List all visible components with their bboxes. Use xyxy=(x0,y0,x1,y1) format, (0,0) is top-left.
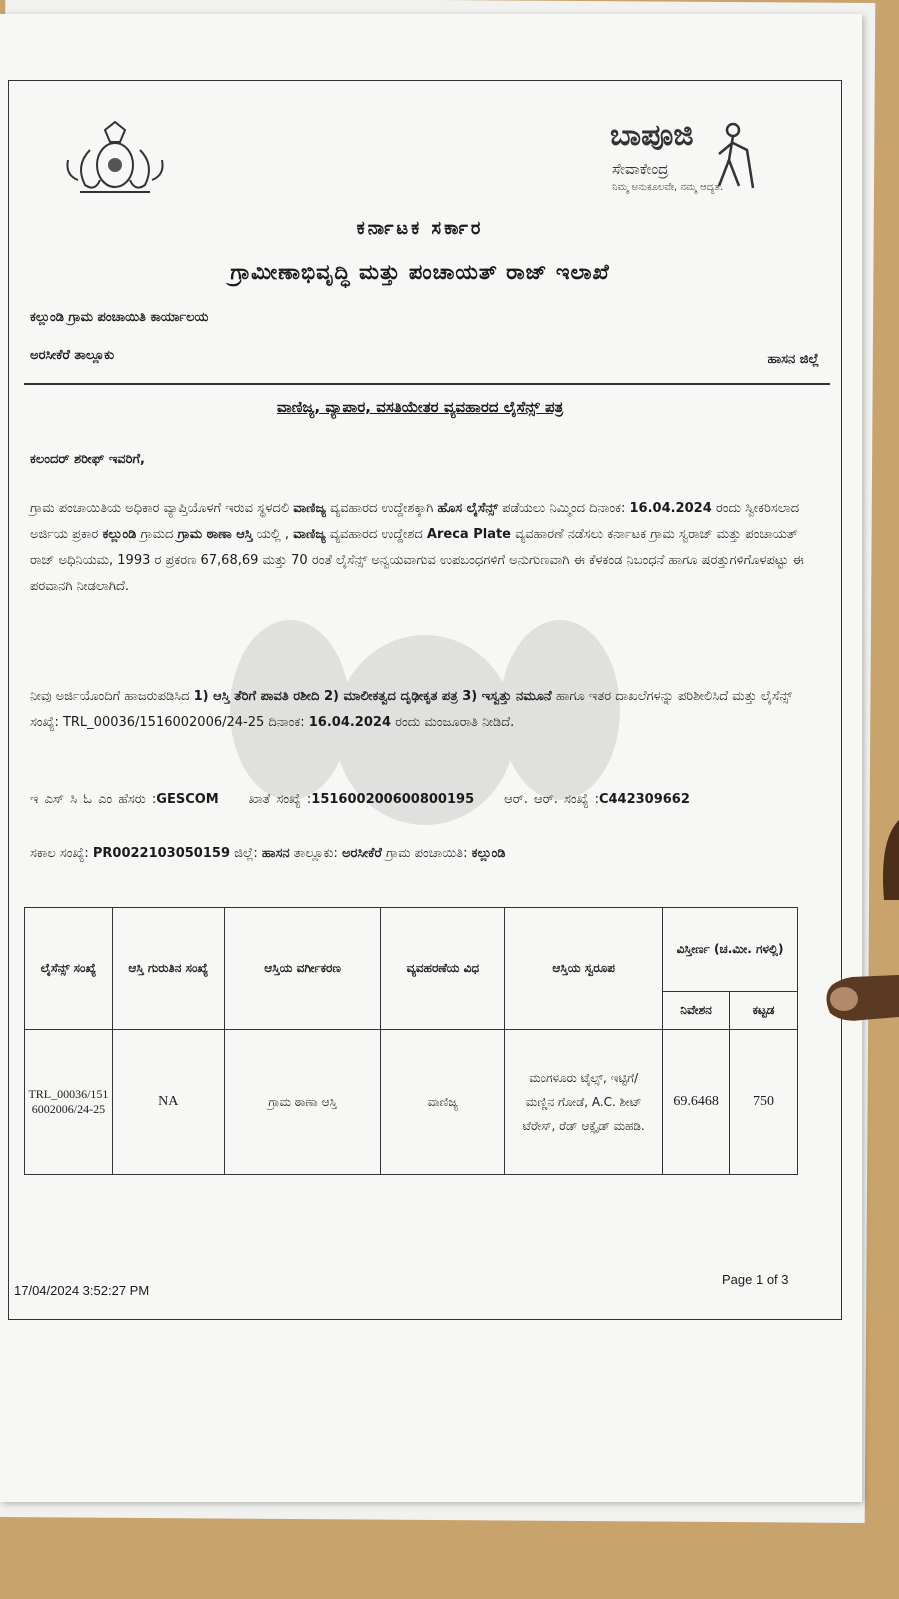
cell-property-class: ಗ್ರಾಮ ಠಾಣಾ ಆಸ್ತಿ xyxy=(224,1030,381,1175)
cell-building-area: 750 xyxy=(730,1030,798,1175)
header-license-no: ಲೈಸೆನ್ಸ್ ಸಂಖ್ಯೆ xyxy=(25,908,113,1030)
header-building: ಕಟ್ಟಡ xyxy=(730,992,798,1030)
government-title: ಕರ್ನಾಟಕ ಸರ್ಕಾರ xyxy=(356,218,484,239)
logo-tagline: ನಿಮ್ಮ ಅನುಕೂಲವೇ, ನಮ್ಮ ಆದ್ಯತೆ. xyxy=(612,182,724,193)
cell-property-id: NA xyxy=(112,1030,224,1175)
cell-property-nature: ಮಂಗಳೂರು ಟೈಲ್ಸ್, ಇಟ್ಟಿಗೆ/ ಮಣ್ಣಿನ ಗೋಡೆ, A.C. ಶೀಟ್ ಟೆರೇಸ್, ರೆಡ್ ಆಕ್ಸೈಡ್ ಮಹಡಿ. xyxy=(505,1030,663,1175)
department-title: ಗ್ರಾಮೀಣಾಭಿವೃದ್ಧಿ ಮತ್ತು ಪಂಚಾಯತ್ ರಾಜ್ ಇಲಾಖೆ xyxy=(230,260,610,284)
header-site: ನಿವೇಶನ xyxy=(663,992,730,1030)
certificate-title: ವಾಣಿಜ್ಯ, ವ್ಯಾಪಾರ, ವಸತಿಯೇತರ ವ್ಯವಹಾರದ ಲೈಸೆನ್ಸ್ ಪತ್ರ xyxy=(276,398,564,416)
page-number: Page 1 of 3 xyxy=(722,1272,789,1287)
finger-icon xyxy=(822,975,899,1055)
print-timestamp: 17/04/2024 3:52:27 PM xyxy=(14,1283,150,1298)
header-area: ವಿಸ್ತೀರ್ಣ (ಚ.ಮೀ. ಗಳಲ್ಲಿ) xyxy=(663,908,798,992)
paragraph-documents: ನೀವು ಅರ್ಜಿಯೊಂದಿಗೆ ಹಾಜರುಪಡಿಸಿದ 1) ಆಸ್ತಿ ತೆರಿಗೆ ಪಾವತಿ ರಶೀದಿ 2) ಮಾಲೀಕತ್ವದ ದೃಢೀಕೃತ ಪತ್ರ 3) ಇಸ್ವತ್ತು ನಮೂನೆ ಹಾಗೂ ಇತರ ದಾಖಲೆಗಳನ್ನು ಪರಿಶೀಲಿಸಿದೆ ಮತ್ತು ಲೈಸೆನ್ಸ್ ಸಂಖ್ಯೆ: TRL_00036/1516002006/24-25 ದಿನಾಂಕ: 16.04.2024 ರಂದು ಮಂಜೂರಾತಿ ನೀಡಿದೆ. xyxy=(30,689,793,730)
district-name: ಹಾಸನ ಜಿಲ್ಲೆ xyxy=(767,352,819,367)
office-name: ಕಲ್ಲುಂಡಿ ಗ್ರಾಮ ಪಂಚಾಯಿತಿ ಕಾರ್ಯಾಲಯ xyxy=(30,310,209,325)
header-divider xyxy=(24,383,830,385)
finger-edge-icon xyxy=(874,820,899,900)
cell-business-type: ವಾಣಿಜ್ಯ xyxy=(381,1030,505,1175)
gandhi-walking-icon xyxy=(705,120,760,190)
header-property-class: ಆಸ್ತಿಯ ವರ್ಗೀಕರಣ xyxy=(224,908,381,1030)
taluk-name: ಅರಸೀಕೆರೆ ತಾಲ್ಲೂಕು xyxy=(30,348,115,363)
table-row xyxy=(25,1030,798,1175)
cell-site-area: 69.6468 xyxy=(663,1030,730,1175)
logo-title: ಬಾಪೂಜಿ xyxy=(610,118,694,153)
license-table xyxy=(24,907,798,1175)
header-property-id: ಆಸ್ತಿ ಗುರುತಿನ ಸಂಖ್ಯೆ xyxy=(112,908,224,1030)
karnataka-emblem-icon xyxy=(60,120,170,200)
sakala-details: ಸಕಾಲ ಸಂಖ್ಯೆ: PR0022103050159 ಜಿಲ್ಲೆ: ಹಾಸನ ತಾಲ್ಲೂಕು: ಅರಸೀಕೆರೆ ಗ್ರಾಮ ಪಂಚಾಯಿತಿ: ಕಲ್ಲುಂಡಿ xyxy=(30,846,506,861)
electricity-details: ಇ ಎಸ್ ಸಿ ಓ ಎಂ ಹೆಸರು :GESCOM ಖಾತೆ ಸಂಖ್ಯೆ :151600200600800195 ಆರ್. ಆರ್. ಸಂಖ್ಯೆ :C442309662 xyxy=(30,792,690,807)
addressee: ಕಲಂದರ್ ಶರೀಫ್ ಇವರಿಗೆ, xyxy=(30,452,146,467)
paragraph-license-grant: ಗ್ರಾಮ ಪಂಚಾಯಿತಿಯ ಅಧಿಕಾರ ವ್ಯಾಪ್ತಿಯೊಳಗೆ ಇರುವ ಸ್ಥಳದಲಿ ವಾಣಿಜ್ಯ ವ್ಯವಹಾರದ ಉದ್ದೇಶಕ್ಕಾಗಿ ಹೊಸ ಲೈಸೆನ್ಸ್ ಪಡೆಯಲು ನಿಮ್ಮಿಂದ ದಿನಾಂಕ: 16.04.2024 ರಂದು ಸ್ವೀಕರಿಸಲಾದ ಅರ್ಜಿಯ ಪ್ರಕಾರ ಕಲ್ಲುಂಡಿ ಗ್ರಾಮದ ಗ್ರಾಮ ಠಾಣಾ ಆಸ್ತಿ ಯಲ್ಲಿ , ವಾಣಿಜ್ಯ ವ್ಯವಹಾರದ ಉದ್ದೇಶದ Areca Plate ವ್ಯವಹಾರಣೆ ನಡೆಸಲು ಕರ್ನಾಟಕ ಗ್ರಾಮ ಸ್ವರಾಜ್ ಮತ್ತು ಪಂಚಾಯತ್ ರಾಜ್ ಅಧಿನಿಯಮ, 1993 ರ ಪ್ರಕರಣ 67,68,69 ಮತ್ತು 70 ರಂತೆ ಲೈಸೆನ್ಸ್ ಅನ್ವಯವಾಗುವ ಉಪಬಂಧಗಳಿಗೆ ಅನುಗುಣವಾಗಿ ಈ ಕೆಳಕಂಡ ನಿಬಂಧನೆ ಹಾಗೂ ಷರತ್ತುಗಳಿಗೊಳಪಟ್ಟು ಈ ಪರವಾನಗಿ ನೀಡಲಾಗಿದೆ. xyxy=(30,501,804,594)
logo-subtitle: ಸೇವಾಕೇಂದ್ರ xyxy=(612,160,669,178)
header-property-nature: ಆಸ್ತಿಯ ಸ್ವರೂಪ xyxy=(505,908,663,1030)
cell-license-no: TRL_00036/1516002006/24-25 xyxy=(25,1030,113,1175)
header-business-type: ವ್ಯವಹರಣೆಯ ವಿಧ xyxy=(381,908,505,1030)
